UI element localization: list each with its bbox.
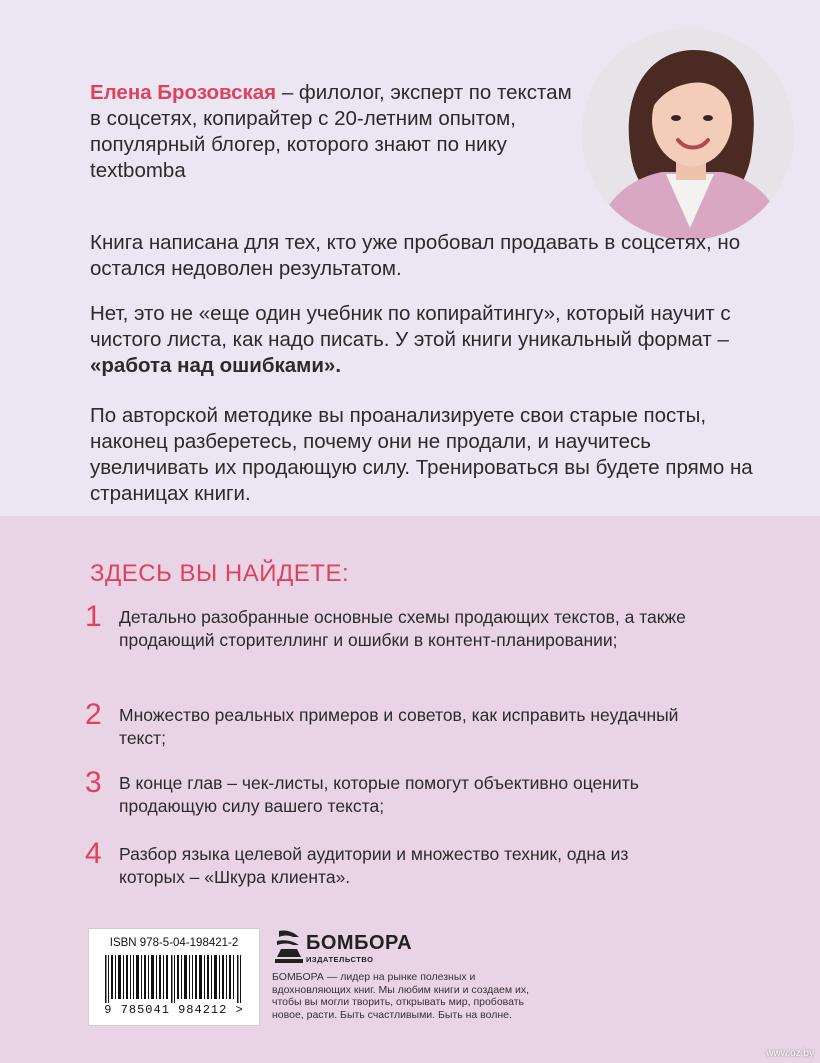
method-paragraph: По авторской методике вы проанализируете свои старые посты, наконец разберетесь, почему они не продали, и научитесь увеличивать их продающую силу. Тренироваться вы будете прямо на страницах книги. <box>90 404 753 505</box>
feature-text: Множество реальных примеров и советов, как исправить неудачный текст; <box>119 705 679 748</box>
format-highlight: «работа над ошибками». <box>90 354 342 377</box>
feature-text: Разбор языка целевой аудитории и множество техник, одна из которых – «Шкура клиента». <box>119 844 629 887</box>
feature-number: 2 <box>85 698 102 731</box>
barcode-digits: 9 785041 984212 > <box>104 1003 244 1017</box>
watermark: www.oz.by <box>766 1048 814 1059</box>
feature-text: В конце глав – чек-листы, которые помогут объективно оценить продающую силу вашего текста; <box>119 773 639 816</box>
barcode-bars <box>103 955 245 1003</box>
feature-number: 4 <box>85 837 102 870</box>
author-description: – филолог, эксперт по текстам в соцсетях, копирайтер с 20-летним опытом, популярный блогер, которого знают по нику textbomba <box>90 81 572 182</box>
format-paragraph <box>90 301 770 379</box>
isbn-number: ISBN 978-5-04-198421-2 <box>109 937 239 949</box>
feature-number: 3 <box>85 766 102 799</box>
author-bio <box>90 80 580 184</box>
publisher-description: БОМБОРА — лидер на рынке полезных и вдохновляющих книг. Мы любим книги и создаем их, чтобы вы могли творить, открывать мир, пробовать новое, расти. Быть счастливыми. Быть на волне. <box>272 971 530 1022</box>
publisher-name: БОМБОРА <box>306 932 413 954</box>
format-paragraph-text: Нет, это не «еще один учебник по копирайтингу», который научит с чистого листа, как надо писать. У этой книги уникальный формат – <box>90 302 731 351</box>
author-photo <box>582 28 794 240</box>
author-name: Елена Брозовская <box>90 81 277 104</box>
features-heading: ЗДЕСЬ ВЫ НАЙДЕТЕ: <box>90 560 350 587</box>
isbn-barcode <box>88 928 260 1026</box>
publisher-subtitle: ИЗДАТЕЛЬСТВО <box>306 955 374 964</box>
intro-paragraph: Книга написана для тех, кто уже пробовал продавать в соцсетях, но остался недоволен результатом. <box>90 231 741 280</box>
feature-number: 1 <box>85 600 102 633</box>
feature-text: Детально разобранные основные схемы продающих текстов, а также продающий сторителлинг и ошибки в контент-планировании; <box>119 607 686 650</box>
author-portrait-image <box>582 28 794 240</box>
